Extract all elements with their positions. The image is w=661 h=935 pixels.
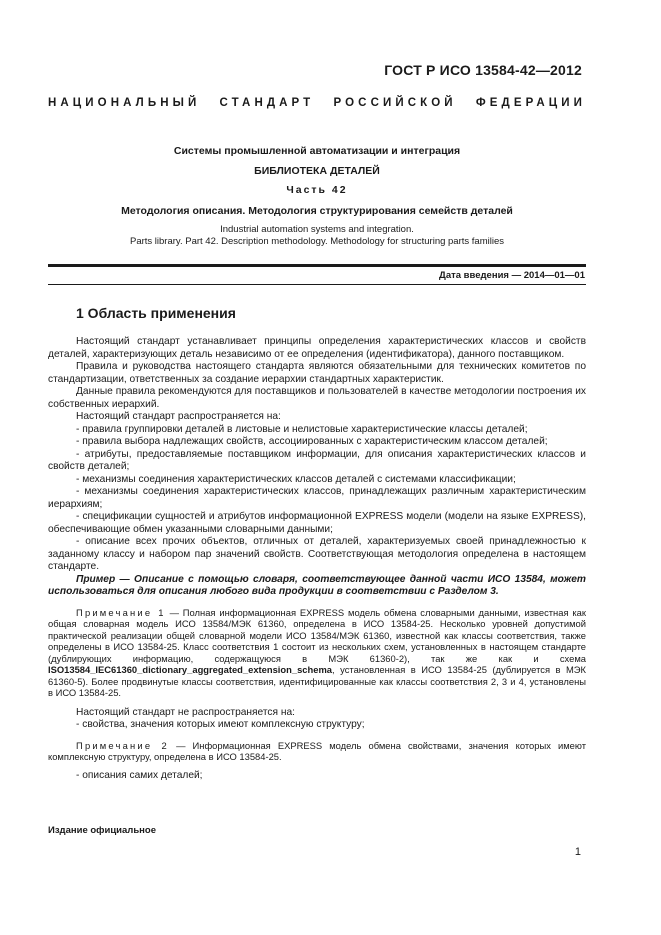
list-item: - описания самих деталей; xyxy=(76,769,203,781)
list-item: - свойства, значения которых имеют комплексную структуру; xyxy=(76,719,365,730)
list-item: - спецификации сущностей и атрибутов информационной EXPRESS модели (модели на языке EXPRESS), обеспечивающие обмен указанными словарными данными; xyxy=(48,511,586,535)
title-english-line-2: Parts library. Part 42. Description methodology. Methodology for structuring parts families xyxy=(129,236,504,247)
note-1 xyxy=(48,607,586,699)
title-english-line-1: Industrial automation systems and integration. xyxy=(220,224,414,235)
note-2-label: Примечание 2 xyxy=(76,739,169,751)
list-item: - правила выбора надлежащих свойств, ассоциированных с характеристическим классом деталей; xyxy=(76,436,548,447)
paragraph: Настоящий стандарт распространяется на: xyxy=(76,411,281,422)
title-english xyxy=(48,224,586,248)
list-item: - описание всех прочих объектов, отличных от деталей, характеризуемых своей принадлежностью к заданному классу и набором пар значений свойств. Соответствующая методология определена в настоящем стандарте. xyxy=(48,536,586,572)
note-2 xyxy=(48,740,586,763)
national-standard-heading: НАЦИОНАЛЬНЫЙ СТАНДАРТ РОССИЙСКОЙ ФЕДЕРАЦИИ xyxy=(48,97,586,109)
introduction-date: Дата введения — 2014—01—01 xyxy=(439,270,585,281)
list-item: - атрибуты, предоставляемые поставщиком информации, для описания характеристических классов и свойств деталей; xyxy=(48,448,586,472)
thin-divider xyxy=(48,284,586,285)
list-item: - механизмы соединения характеристических классов деталей с системами классификации; xyxy=(76,473,516,485)
standard-code: ГОСТ Р ИСО 13584-42—2012 xyxy=(384,62,582,78)
note-1-label: Примечание 1 xyxy=(76,606,166,618)
note-1-text-end: , установленная в ИСО 13584-25 (дублируется в МЭК 61360-5). Более продвинутые классы соответствия, идентифицированные как классы соответствия 2, 3 и 4, установлены в ИСО 13584-25. xyxy=(48,664,586,698)
list-item: - правила группировки деталей в листовые и нелистовые характеристические классы деталей; xyxy=(76,423,528,435)
title-series: Системы промышленной автоматизации и интеграция xyxy=(173,145,461,157)
thick-divider xyxy=(48,264,586,267)
paragraph: Данные правила рекомендуются для поставщиков и пользователей в качестве методологии построения их собственных иерархий. xyxy=(48,386,586,410)
note-1-text: — Полная информационная EXPRESS модель обмена словарными данными, известная как общая словарная модель ИСО 13584/МЭК 61360, определена в ИСО 13584-25. Несколько уровней допустимой практической реализации общей словарной модели ИСО 13584/МЭК 61360, известной как классы соответствия, также определены в ИСО 13584-25. Класс соответствия 1 состоит из нескольких схем, установленных в настоящем стандарте (дублирующих информацию, содержащуюся в МЭК 61360-2), так же как и схема xyxy=(48,606,586,664)
section-heading: 1 Область применения xyxy=(76,305,236,321)
title-library: БИБЛИОТЕКА ДЕТАЛЕЙ xyxy=(254,165,380,177)
paragraph: Правила и руководства настоящего стандарта являются обязательными для технических комитетов по стандартизации, ответственных за создание иерархии стандартных характеристик. xyxy=(48,361,586,385)
paragraph: Настоящий стандарт устанавливает принципы определения характеристических классов и свойств деталей, характеризующих деталь независимо от ее определения (идентификатора), данного поставщиком. xyxy=(48,336,586,360)
section-body xyxy=(48,336,586,782)
list-item: - механизмы соединения характеристических классов, принадлежащих различным характеристическим иерархиям; xyxy=(48,486,586,510)
page-number: 1 xyxy=(574,846,581,858)
title-part: Часть 42 xyxy=(286,184,348,196)
schema-name: ISO13584_IEC61360_dictionary_aggregated_extension_schema xyxy=(48,664,333,675)
paragraph: Настоящий стандарт не распространяется на: xyxy=(76,706,296,718)
title-subject: Методология описания. Методология структурирования семейств деталей xyxy=(121,205,513,217)
note-2-text: — Информационная EXPRESS модель обмена свойствами, значения которых имеют комплексную структуру, определена в ИСО 13584-25. xyxy=(48,739,587,762)
example-text: Пример — Описание с помощью словаря, соответствующее данной части ИСО 13584, может использоваться для описания любого вида продукции в соответствии с Разделом 3. xyxy=(48,573,586,597)
edition-label: Издание официальное xyxy=(48,825,156,836)
